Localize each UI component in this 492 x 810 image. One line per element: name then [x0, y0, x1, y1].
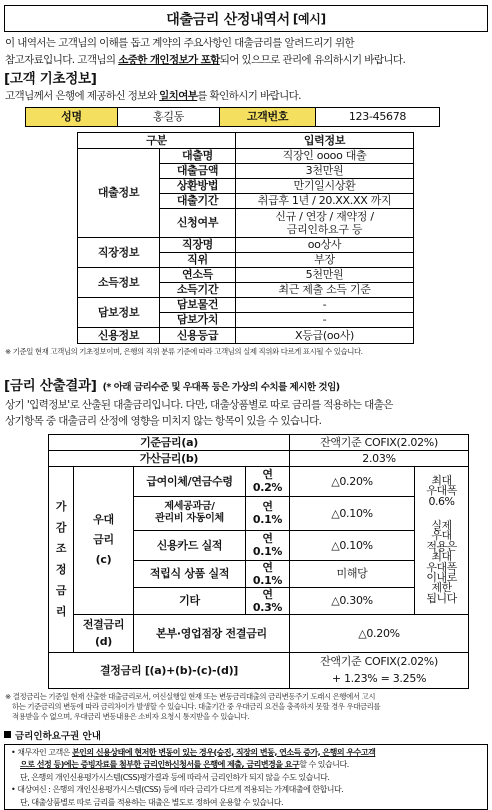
row-value: - — [236, 297, 414, 312]
row-value: 3천만원 — [236, 163, 414, 178]
title-text: 대출금리 산정내역서 — [166, 11, 290, 28]
row-label: 대출기간 — [160, 193, 236, 208]
row-value: 신규 / 연장 / 재약정 / 금리인하요구 등 — [236, 208, 414, 237]
row-value: 취급후 1년 / 20.XX.XX 까지 — [236, 193, 414, 208]
row-label: 직장명 — [160, 237, 236, 252]
rate-request-box: • 채무자인 고객은 본인의 신용상태에 현저한 변동이 있는 경우(승진, 직장의 변동, 연소득 증가, 은행의 우수고객 으로 선정 등)에는 증빙자료를 첨부한 금리인하신청서를 은행에 제출, 금리변경을 요구할 수 있습니다. 단, 은행의 개인신용평가시스템(CSS)평가결과 등에 따라서 금리인하가 되지 않을 수도 있습니다. • 대상여신 : 은행의 개인신용평가시스템(CSS) 등에 따라 금리가 다르게 적용되는 가계대출에 한합니다. 단, 대출상품별로 따로 금리를 적용하는 대출은 별도로 정하여 운용할 수 있습니다. — [4, 744, 488, 810]
rate-section-heading: [금리 산출결과] (* 아래 금리수준 및 우대폭 등은 가상의 수치를 제시한 것임) — [4, 377, 340, 394]
preferential-rate-label: 우대 금리 (c) — [74, 466, 134, 614]
pref-item-label: 급여이체/연금수령 — [134, 466, 246, 496]
group-job-info: 직장정보 — [78, 237, 160, 267]
group-collateral-info: 담보정보 — [78, 297, 160, 327]
final-rate-value: 잔액기준 COFIX(2.02%) + 1.23% = 3.25% — [290, 652, 469, 688]
customer-id-table — [25, 107, 440, 127]
row-label: 신용등급 — [160, 327, 236, 343]
rate-request-heading: 금리인하요구권 안내 — [4, 728, 488, 742]
square-bullet-icon — [4, 731, 11, 738]
adjust-rate-label: 가 감 조 정 금 리 — [49, 466, 74, 652]
base-rate-value: 잔액기준 COFIX(2.02%) — [290, 434, 469, 450]
intro-paragraph — [4, 35, 488, 68]
row-label: 상환방법 — [160, 178, 236, 193]
row-value: X등급(oo사) — [236, 327, 414, 343]
row-label: 소득기간 — [160, 282, 236, 297]
add-rate-label: 가산금리(b) — [49, 450, 290, 466]
row-label: 직위 — [160, 252, 236, 267]
row-value: oo상사 — [236, 237, 414, 252]
row-label: 담보물건 — [160, 297, 236, 312]
name-label: 성명 — [26, 107, 118, 126]
intro-line-2: 참고자료입니다. 고객님의 소중한 개인정보가 포함되어 있으므로 관리에 유의하시기 바랍니다. — [5, 53, 406, 66]
intro-line-1: 이 내역서는 고객님의 이해를 돕고 계약의 주요사항인 대출금리를 알려드리기 위한 — [5, 37, 355, 49]
pref-item-label: 적립식 상품 실적 — [134, 560, 246, 587]
customer-section-desc: 고객님께서 은행에 제공하신 정보와 일치여부를 확인하시기 바랍니다. — [5, 90, 301, 102]
base-rate-label: 기준금리(a) — [49, 434, 290, 450]
rate-footnote: ※ 결정금리는 기준일 현재 산출한 대출금리로서, 여신실행일 현재 또는 변동금리대출의 금리변동주기 도래시 은행에서 고시 하는 기준금리의 변동에 따라 금리차이가 발생할 수 있습니다. 대출기간 중 우대금리 요건을 충족하지 못할 경우 우대금리를 적용받을 수 없으며, 우대금리 변동내용은 소비자 요청시 통지받을 수 있습니다. — [5, 691, 381, 721]
row-value: 직장인 oooo 대출 — [236, 148, 414, 163]
rate-desc-line-2: 상기항목 중 대출금리 산정에 영향을 미치지 않는 항목이 있을 수 있습니다. — [5, 415, 322, 427]
branch-rate-label: 전결금리 (d) — [74, 614, 134, 652]
row-value: 최근 제출 소득 기준 — [236, 282, 414, 297]
branch-rate-desc: 본부·영업점장 전결금리 — [134, 614, 290, 652]
group-credit-info: 신용정보 — [78, 327, 160, 343]
final-rate-label: 결정금리 [(a)+(b)-(c)-(d)] — [49, 652, 290, 688]
name-value: 홍길동 — [118, 107, 220, 126]
row-value: 5천만원 — [236, 267, 414, 282]
branch-rate-value: △0.20% — [290, 614, 469, 652]
rate-calculation-table — [48, 434, 469, 689]
row-label: 담보가치 — [160, 312, 236, 327]
customer-number-value: 123-45678 — [316, 107, 440, 126]
row-value: 부장 — [236, 252, 414, 267]
header-category: 구분 — [78, 132, 236, 148]
pref-item-year-rate: 연 0.2% — [246, 466, 290, 496]
row-label: 신청여부 — [160, 208, 236, 237]
pref-item-year-rate: 연 0.1% — [246, 530, 290, 560]
pref-item-label: 제세공과금/ 관리비 자동이체 — [134, 496, 246, 530]
pref-item-year-rate: 연 0.3% — [246, 587, 290, 614]
header-input-info: 입력정보 — [236, 132, 414, 148]
title-example-tag: [예시] — [292, 12, 326, 26]
pref-item-value: △0.10% — [290, 530, 415, 560]
document-title — [4, 5, 488, 32]
info-table-footnote: ※ 기준일 현재 고객님의 기초정보이며, 은행의 직위 분류 기준에 따라 고객님의 실제 직위와 다르게 표시될 수 있습니다. — [5, 346, 363, 356]
input-info-table — [77, 132, 414, 344]
add-rate-value: 2.03% — [290, 450, 469, 466]
group-income-info: 소득정보 — [78, 267, 160, 297]
row-label: 대출명 — [160, 148, 236, 163]
pref-item-year-rate: 연 0.1% — [246, 496, 290, 530]
pref-item-value: △0.20% — [290, 466, 415, 496]
row-value: 만기일시상환 — [236, 178, 414, 193]
rate-heading-note: (* 아래 금리수준 및 우대폭 등은 가상의 수치를 제시한 것임) — [102, 381, 340, 393]
pref-item-label: 기타 — [134, 587, 246, 614]
row-label: 연소득 — [160, 267, 236, 282]
pref-item-value: 미해당 — [290, 560, 415, 587]
customer-section-heading: [고객 기초정보] — [4, 71, 97, 87]
intro-emphasis: 소중한 개인정보가 포함 — [118, 53, 220, 66]
pref-item-label: 신용카드 실적 — [134, 530, 246, 560]
row-label: 대출금액 — [160, 163, 236, 178]
pref-item-year-rate: 연 0.1% — [246, 560, 290, 587]
customer-number-label: 고객번호 — [220, 107, 316, 126]
pref-item-value: △0.30% — [290, 587, 415, 614]
rate-desc-line-1: 상기 '입력정보'로 산출된 대출금리입니다. 다만, 대출상품별로 따로 금리를 적용하는 대출은 — [5, 398, 393, 411]
pref-item-value: △0.10% — [290, 496, 415, 530]
row-value: - — [236, 312, 414, 327]
max-preferential-note: 최대 우대폭 0.6% 실제 우대 적용은 최대 우대폭 이내로 제한 됩니다 — [415, 466, 469, 614]
group-loan-info: 대출정보 — [78, 148, 160, 237]
